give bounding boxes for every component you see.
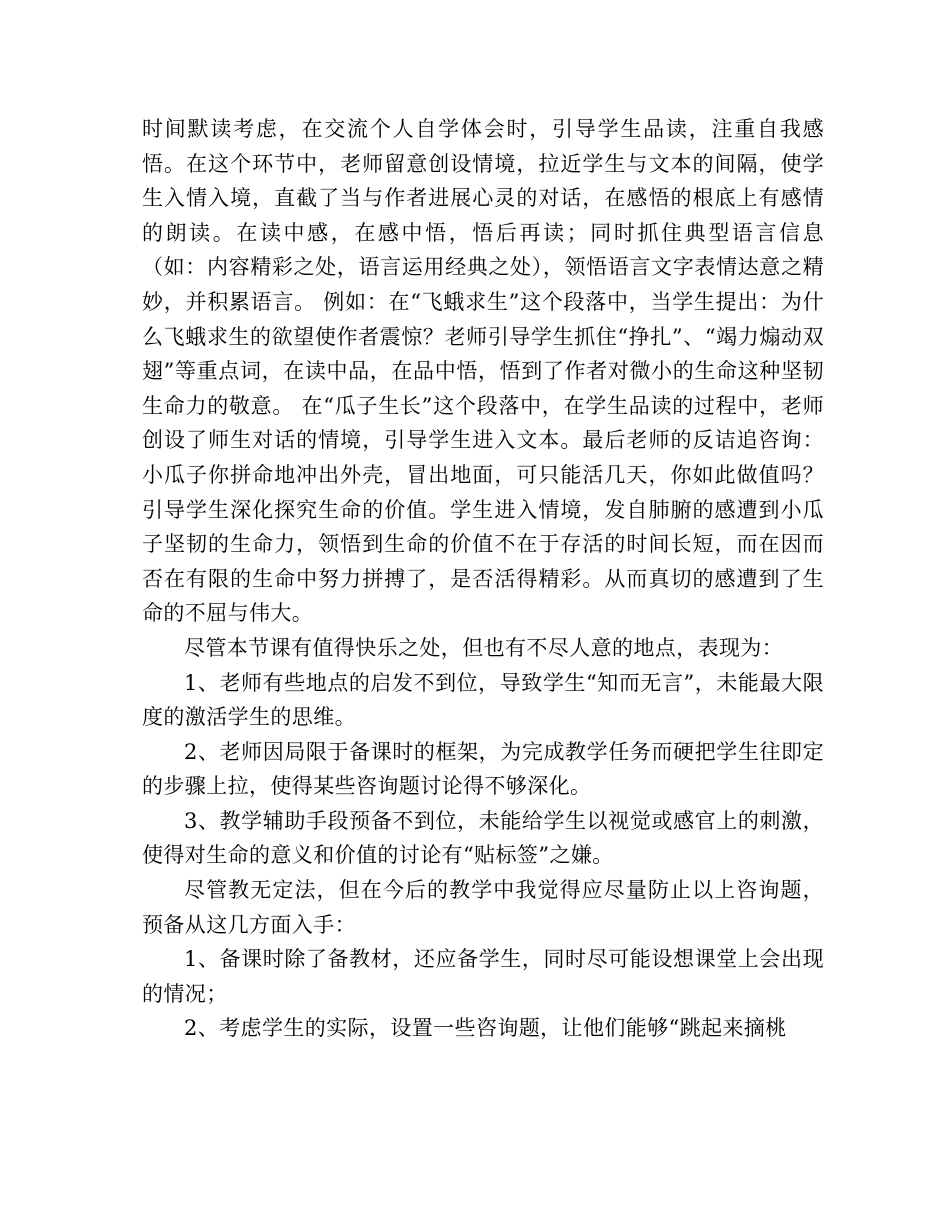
document-body bbox=[142, 112, 824, 1046]
paragraph-plan-intro: 尽管教无定法，但在今后的教学中我觉得应尽量防止以上咨询题，预备从这几方面入手： bbox=[142, 878, 824, 937]
paragraph-summary-intro: 尽管本节课有值得快乐之处，但也有不尽人意的地点，表现为： bbox=[184, 635, 784, 660]
paragraph-issue-2: 2、老师因局限于备课时的框架，为完成教学任务而硬把学生往即定的步骤上拉，使得某些咨询题讨论得不够深化。 bbox=[142, 739, 824, 799]
paragraph-continuation: 时间默读考虑，在交流个人自学体会时，引导学生品读，注重自我感悟。在这个环节中，老师留意创设情境，拉近学生与文本的间隔，使学生入情入境，直截了当与作者进展心灵的对话，在感悟的根底上有感情的朗读。在读中感，在感中悟，悟后再读；同时抓住典型语言信息（如：内容精彩之处，语言运用经典之处），领悟语言文字表情达意之精妙，并积累语言。 例如：在“飞蛾求生”这个段落中，当学生提出：为什么飞蛾求生的欲望使作者震惊？老师引导学生抓住“挣扎”、“竭力煽动双翅”等重点词，在读中品，在品中悟，悟到了作者对微小的生命这种坚韧生命力的敬意。 在“瓜子生长”这个段落中，在学生品读的过程中，老师创设了师生对话的情境，引导学生进入文本。最后老师的反诘追咨询：小瓜子你拼命地冲出外壳，冒出地面，可只能活几天，你如此做值吗？引导学生深化探究生命的价值。学生进入情境，发自肺腑的感遭到小瓜子坚韧的生命力，领悟到生命的价值不在于存活的时间长短，而在因而否在有限的生命中努力拼搏了，是否活得精彩。从而真切的感遭到了生命的不屈与伟大。 bbox=[142, 117, 824, 626]
paragraph-plan-1: 1、备课时除了备教材，还应备学生，同时尽可能设想课堂上会出现的情况； bbox=[142, 947, 824, 1006]
paragraph-plan-2: 2、考虑学生的实际，设置一些咨询题，让他们能够“跳起来摘桃 bbox=[184, 1016, 787, 1041]
paragraph-issue-1: 1、老师有些地点的启发不到位，导致学生“知而无言”，未能最大限度的激活学生的思维。 bbox=[142, 670, 824, 730]
paragraph-issue-3: 3、教学辅助手段预备不到位，未能给学生以视觉或感官上的刺激，使得对生命的意义和价值的讨论有“贴标签”之嫌。 bbox=[142, 808, 824, 868]
